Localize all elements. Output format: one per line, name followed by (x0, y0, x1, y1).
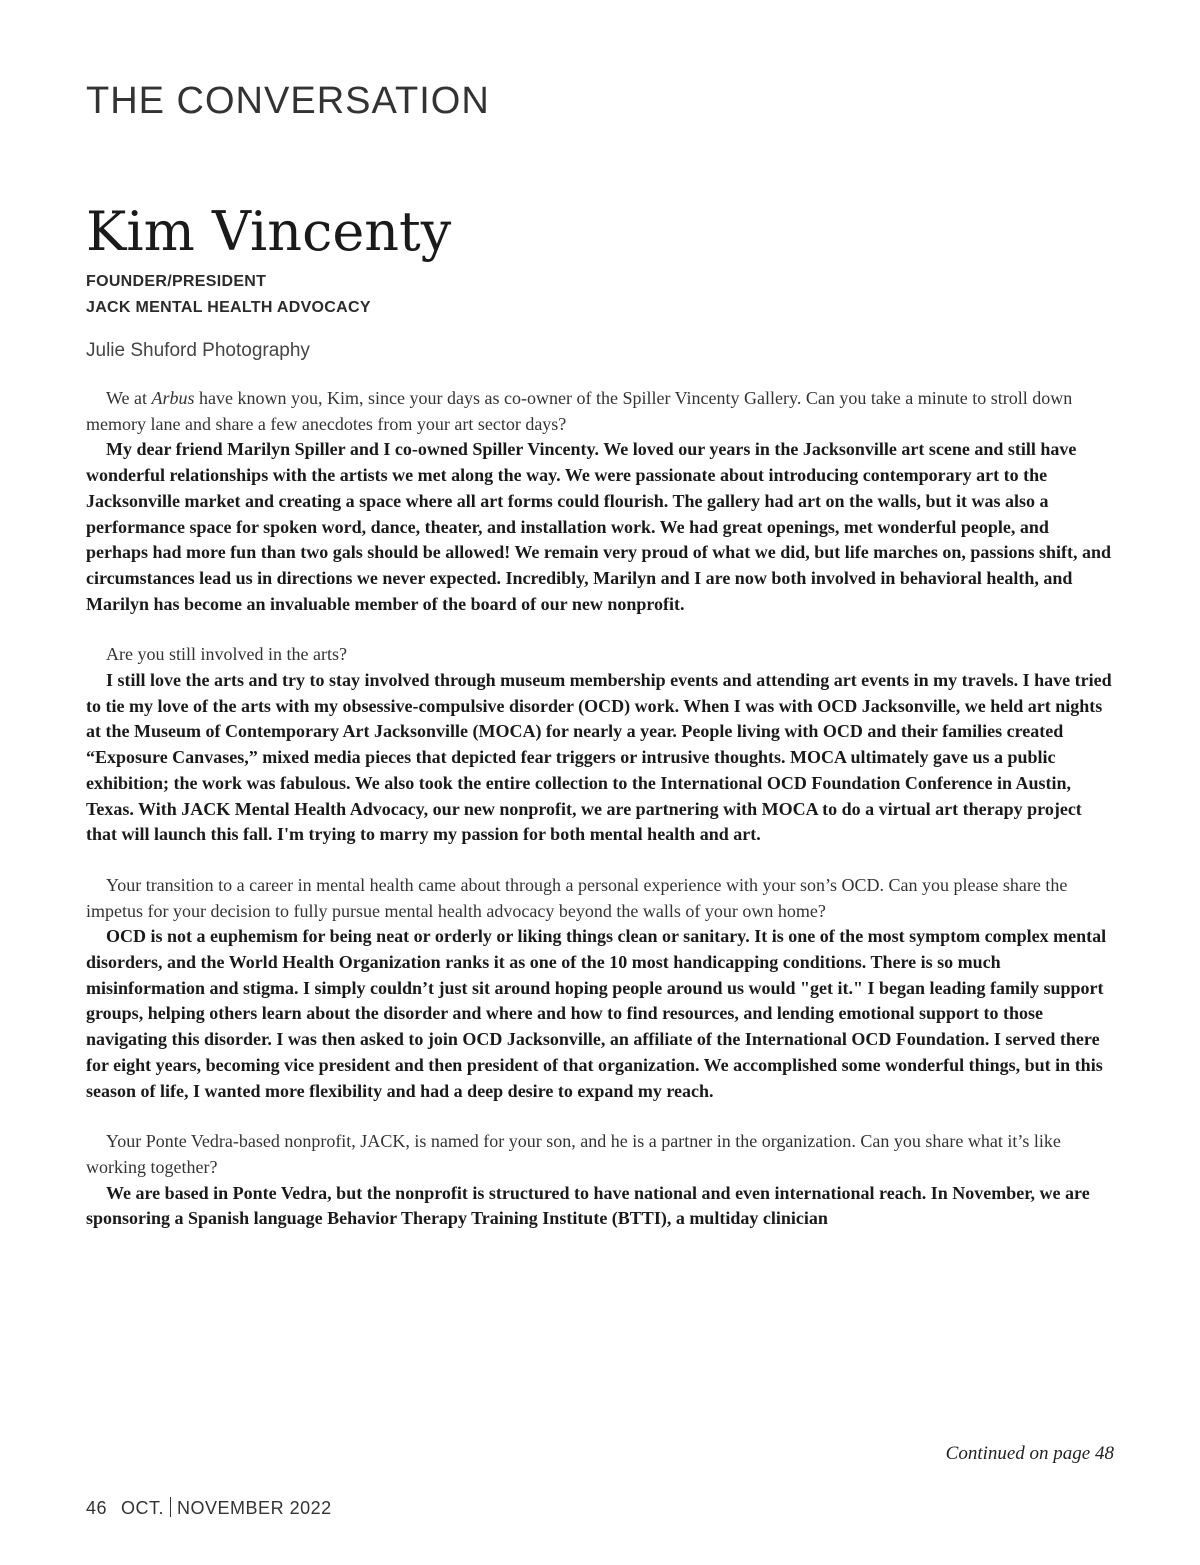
interviewee-title: FOUNDER/PRESIDENT (86, 273, 267, 290)
question-2: Are you still involved in the arts? (106, 644, 347, 665)
question-1-post: have known you, Kim, since your days as co-owner of the Spiller Vincenty Gallery. Can you take a minute to stroll down memory lane and share a few anecdotes from your art sector days? (86, 388, 1073, 434)
continued-note: Continued on page 48 (945, 1443, 1114, 1464)
question-3: Your transition to a career in mental health came about through a personal experience with your son’s OCD. Can you please share the impetus for your decision to fully pursue mental health advocacy beyond the walls of your own home? (86, 874, 1068, 921)
answer-4: We are based in Ponte Vedra, but the nonprofit is structured to have national and even international reach. In November, we are sponsoring a Spanish language Behavior Therapy Training Institute (BTTI), a multiday clinician (86, 1182, 1090, 1229)
folio-divider (170, 1497, 171, 1517)
page-folio (86, 1497, 332, 1519)
section-header: THE CONVERSATION (86, 80, 490, 122)
issue-month-left: OCT. (121, 1498, 165, 1518)
photo-credit: Julie Shuford Photography (86, 340, 310, 361)
page-number: 46 (86, 1498, 108, 1518)
interviewee-organization: JACK MENTAL HEALTH ADVOCACY (86, 299, 371, 316)
answer-2: I still love the arts and try to stay involved through museum membership events and attending art events in my travels. I have tried to tie my love of the arts with my obsessive-compulsive disorder (OCD) work. When I was with OCD Jacksonville, we held art nights at the Museum of Contemporary Art Jacksonville (MOCA) for nearly a year. People living with OCD and their families created “Exposure Canvases,” mixed media pieces that depicted fear triggers or intrusive thoughts. MOCA ultimately gave us a public exhibition; the work was fabulous. We also took the entire collection to the International OCD Foundation Conference in Austin, Texas. With JACK Mental Health Advocacy, our new nonprofit, we are partnering with MOCA to do a virtual art therapy project that will launch this fall. I'm trying to marry my passion for both mental health and art. (86, 670, 1112, 845)
issue-month-right: NOVEMBER 2022 (177, 1498, 332, 1518)
question-1 (86, 386, 1114, 437)
question-4: Your Ponte Vedra-based nonprofit, JACK, is named for your son, and he is a partner in the organization. Can you share what it’s like working together? (86, 1131, 1061, 1177)
answer-3: OCD is not a euphemism for being neat or orderly or liking things clean or sanitary. It is one of the most symptom complex mental disorders, and the World Health Organization ranks it as one of the 10 most handicapping conditions. There is so much misinformation and stigma. I simply couldn’t just sit around hoping people around us would "get it." I began leading family support groups, helping others learn about the disorder and where and how to find resources, and lending emotional support to those navigating this disorder. I was then asked to join OCD Jacksonville, an affiliate of the International OCD Foundation. I served there for eight years, becoming vice president and then president of that organization. We accomplished some wonderful things, but in this season of life, I wanted more flexibility and had a deep desire to expand my reach. (86, 926, 1107, 1101)
interview-body (86, 386, 1114, 1232)
answer-1: My dear friend Marilyn Spiller and I co-owned Spiller Vincenty. We loved our years in the Jacksonville art scene and still have wonderful relationships with the artists we met along the way. We were passionate about introducing contemporary art to the Jacksonville market and creating a space where all art forms could flourish. The gallery had art on the walls, but it was also a performance space for spoken word, dance, theater, and installation work. We had great openings, met wonderful people, and perhaps had more fun than two gals should be allowed! We remain very proud of what we did, but life marches on, passions shift, and circumstances lead us in directions we never expected. Incredibly, Marilyn and I are now both involved in behavioral health, and Marilyn has become an invaluable member of the board of our new nonprofit. (86, 439, 1111, 614)
question-1-pre: We at (106, 388, 152, 408)
interviewee-name: Kim Vincenty (86, 200, 452, 263)
publication-name: Arbus (151, 388, 195, 408)
